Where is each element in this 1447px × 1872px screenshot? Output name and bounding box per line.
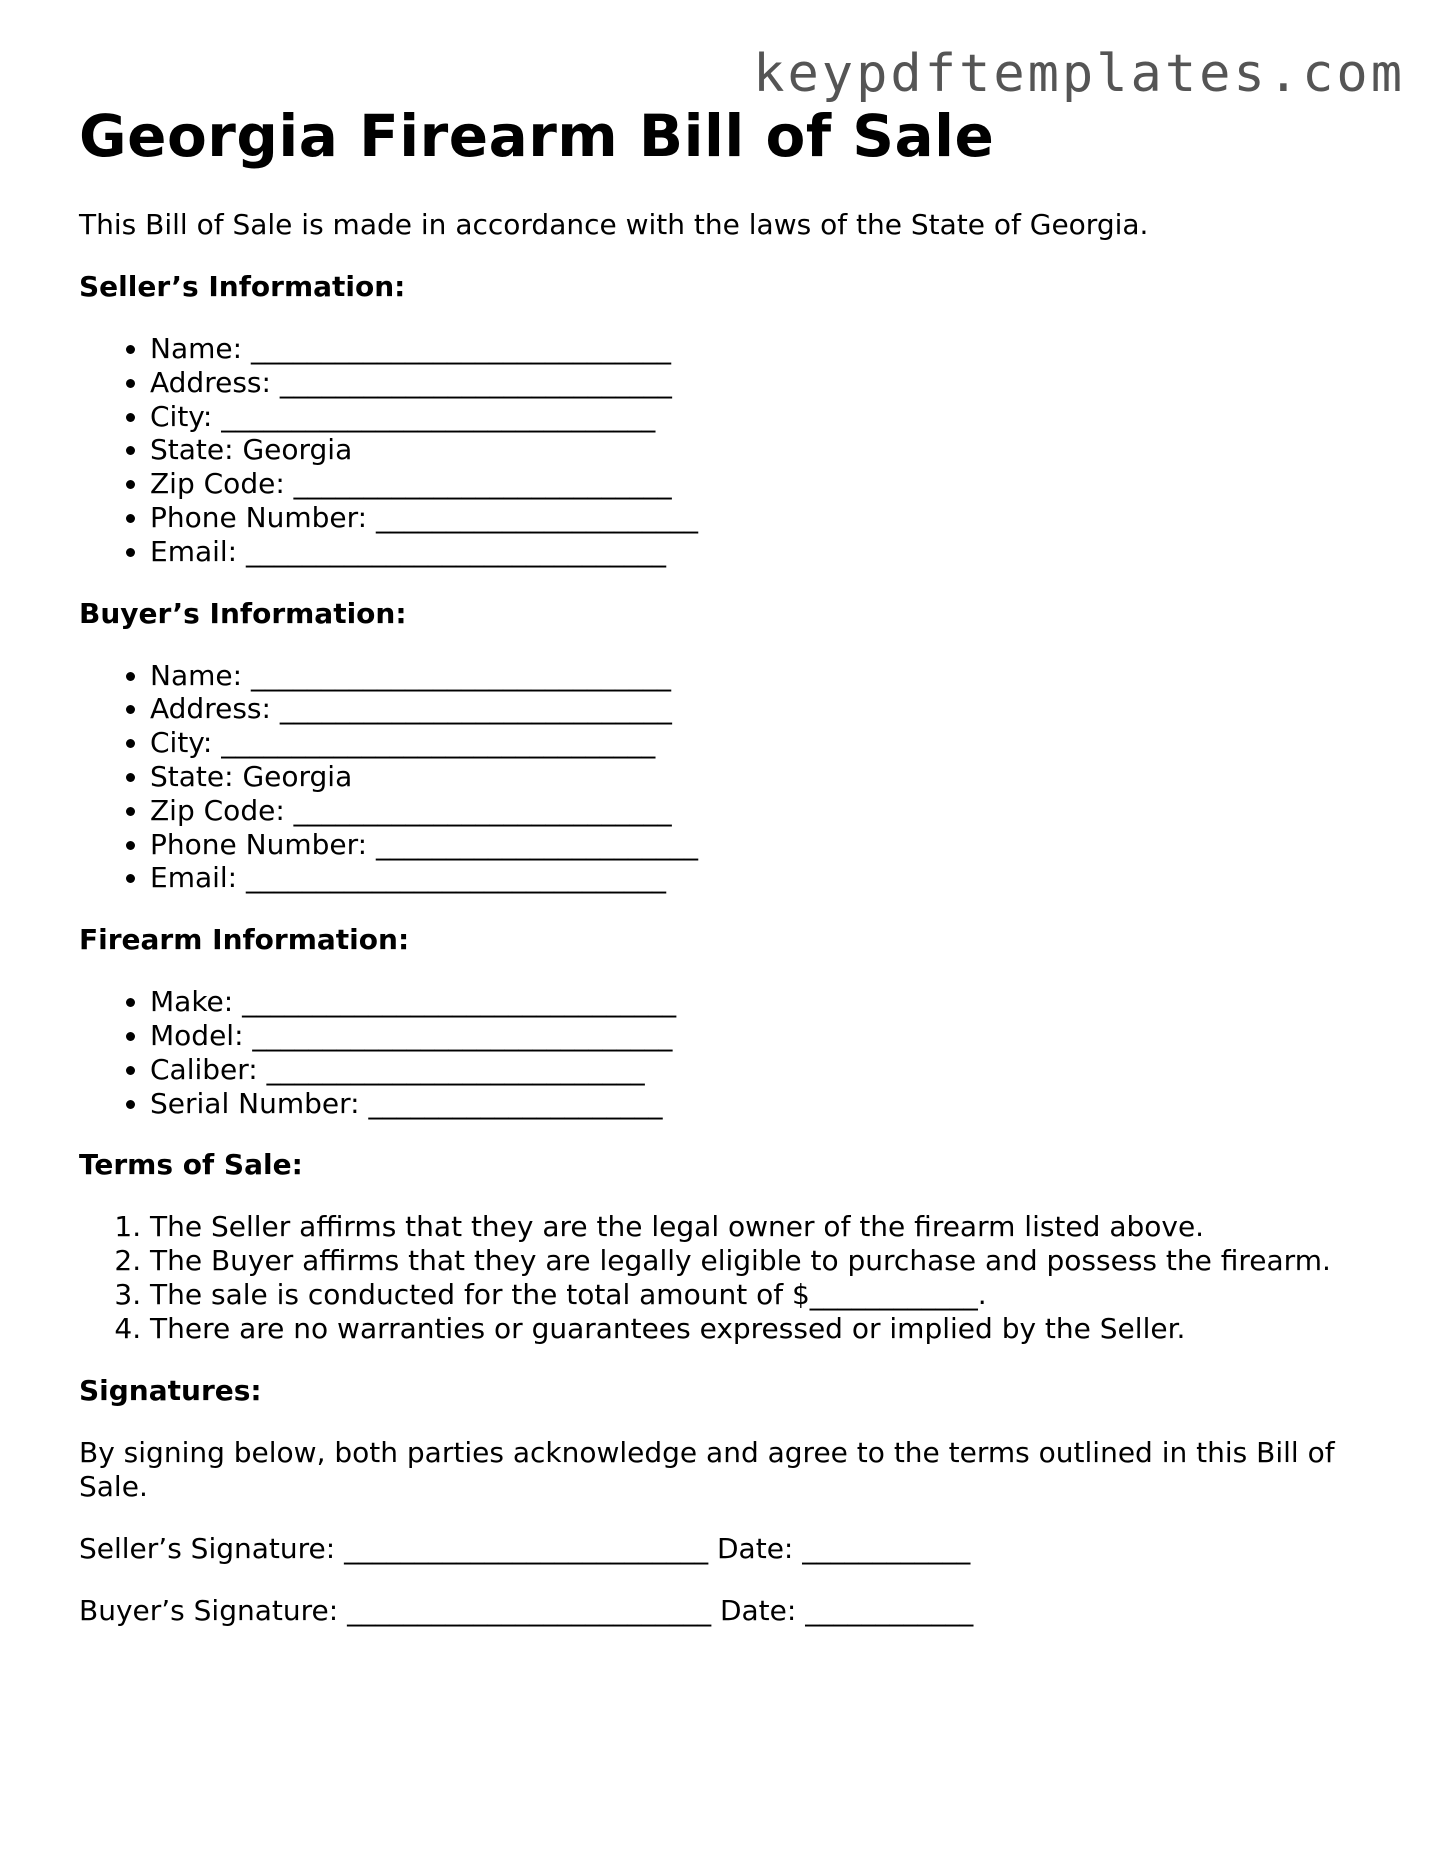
seller-phone-field: • Phone Number: _______________________ <box>150 501 1379 535</box>
seller-address-field: • Address: ____________________________ <box>150 366 1379 400</box>
seller-name-field: • Name: ______________________________ <box>150 332 1379 366</box>
buyer-city-blank[interactable]: _______________________________ <box>221 726 656 760</box>
buyer-zip-field: • Zip Code: ___________________________ <box>150 794 1379 828</box>
buyer-state-field: • State: Georgia <box>150 760 1379 794</box>
firearm-serial-field: • Serial Number: _____________________ <box>150 1087 1379 1121</box>
buyer-signature-line[interactable]: Buyer’s Signature: __________________________ Date: ____________ <box>79 1593 974 1627</box>
terms-list <box>79 1210 1379 1345</box>
document-page <box>79 100 1379 1628</box>
firearm-heading: Firearm Information: <box>79 923 410 957</box>
signatures-heading: Signatures: <box>79 1373 262 1407</box>
firearm-fields <box>79 985 1379 1120</box>
firearm-caliber-blank[interactable]: ___________________________ <box>266 1052 645 1086</box>
seller-fields <box>79 332 1379 569</box>
seller-name-blank[interactable]: ______________________________ <box>250 332 671 365</box>
buyer-phone-blank[interactable]: _______________________ <box>375 827 698 861</box>
seller-heading: Seller’s Information: <box>79 270 406 303</box>
seller-zip-field: • Zip Code: ___________________________ <box>150 467 1379 501</box>
seller-state-field: • State: Georgia <box>150 433 1379 467</box>
seller-city-blank[interactable]: _______________________________ <box>221 399 656 433</box>
buyer-name-field: • Name: ______________________________ <box>150 659 1379 693</box>
firearm-caliber-field: • Caliber: ___________________________ <box>150 1053 1379 1087</box>
term-item: 3. The sale is conducted for the total amount of $____________. <box>150 1278 1379 1312</box>
document-title: Georgia Firearm Bill of Sale <box>79 102 995 170</box>
buyer-city-field: • City: _______________________________ <box>150 726 1379 760</box>
seller-zip-blank[interactable]: ___________________________ <box>293 467 672 501</box>
firearm-serial-blank[interactable]: _____________________ <box>368 1086 663 1120</box>
term-item: 1. The Seller affirms that they are the legal owner of the firearm listed above. <box>150 1210 1379 1244</box>
terms-heading: Terms of Sale: <box>79 1148 303 1182</box>
term-item: 4. There are no warranties or guarantees expressed or implied by the Seller. <box>150 1312 1379 1346</box>
buyer-email-blank[interactable]: ______________________________ <box>246 861 667 895</box>
buyer-heading: Buyer’s Information: <box>79 596 407 630</box>
buyer-fields <box>79 659 1379 896</box>
seller-email-field: • Email: ______________________________ <box>150 535 1379 569</box>
firearm-make-field: • Make: _______________________________ <box>150 985 1379 1019</box>
seller-signature-line[interactable]: Seller’s Signature: __________________________ Date: ____________ <box>79 1531 971 1565</box>
buyer-zip-blank[interactable]: ___________________________ <box>293 793 672 827</box>
firearm-model-field: • Model: ______________________________ <box>150 1019 1379 1053</box>
buyer-phone-field: • Phone Number: _______________________ <box>150 828 1379 862</box>
buyer-email-field: • Email: ______________________________ <box>150 861 1379 895</box>
signatures-text: By signing below, both parties acknowledge and agree to the terms outlined in this Bill of Sale. <box>79 1435 1335 1503</box>
watermark: keypdftemplates.com <box>753 44 1405 104</box>
seller-email-blank[interactable]: ______________________________ <box>246 534 667 568</box>
firearm-model-blank[interactable]: ______________________________ <box>252 1018 673 1052</box>
firearm-make-blank[interactable]: _______________________________ <box>242 985 677 1019</box>
seller-address-blank[interactable]: ____________________________ <box>279 365 672 399</box>
seller-city-field: • City: _______________________________ <box>150 400 1379 434</box>
buyer-address-blank[interactable]: ____________________________ <box>279 692 672 726</box>
intro-text: This Bill of Sale is made in accordance with the laws of the State of Georgia. <box>79 208 1149 241</box>
buyer-name-blank[interactable]: ______________________________ <box>250 658 671 692</box>
term-item: 2. The Buyer affirms that they are legally eligible to purchase and possess the firearm. <box>150 1244 1379 1278</box>
seller-phone-blank[interactable]: _______________________ <box>375 500 698 534</box>
buyer-address-field: • Address: ____________________________ <box>150 692 1379 726</box>
